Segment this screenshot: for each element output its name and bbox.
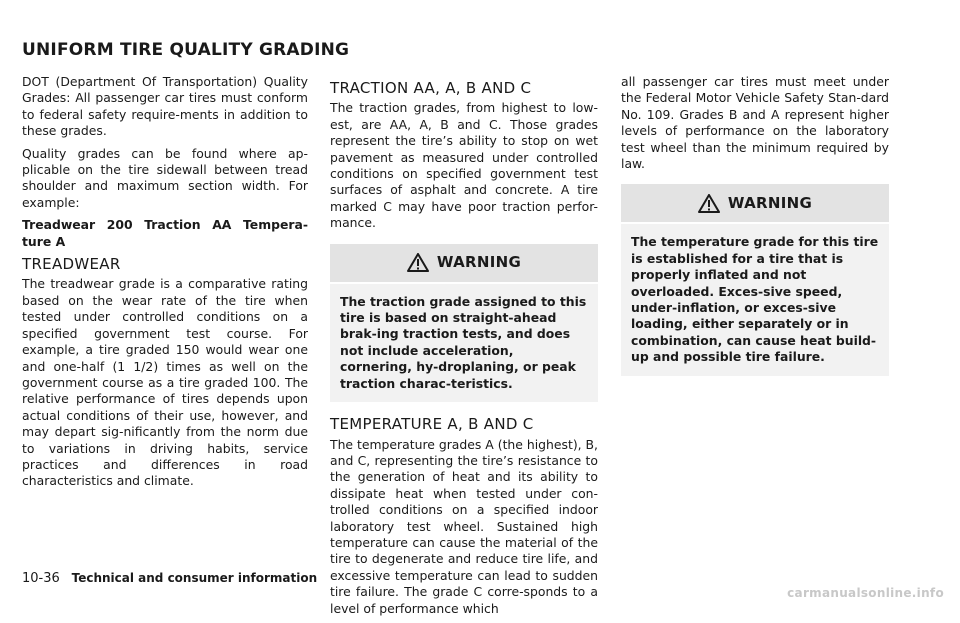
treadwear-paragraph: The treadwear grade is a comparative rating based on the wear rate of the tire when tested under controlled conditions on a specified government test course. For example, a tire graded 150 would wear one and one-half (1 1/2) times as well on the government course as a tire graded 100. The relative performance of tires depends upon actual conditions of their use, however, and may depart sig-nificantly from the norm due to variations in driving habits, service practices and differences in road characteristics and climate.	[22, 276, 308, 489]
page-number: 10-36	[22, 571, 60, 586]
temperature-warning-box	[621, 184, 889, 375]
temperature-paragraph: The temperature grades A (the highest), B, and C, representing the tire’s resistance to the generation of heat and its ability to dissipate heat when tested under con-trolled conditions on a specified indoor laboratory test wheel. Sustained high temperature can cause the material of the tire to degenerate and reduce tire life, and excessive temperature can lead to sudden tire failure. The grade C corre-sponds to a level of performance which	[330, 436, 598, 616]
temperature-continued-paragraph: all passenger car tires must meet under the Federal Motor Vehicle Safety Stan-dard No. 109. Grades B and A represent higher levels of performance on the laboratory test wheel than the minimum required by law.	[621, 74, 889, 172]
warning-triangle-icon	[698, 194, 720, 213]
column-1	[22, 74, 308, 496]
watermark: carmanualsonline.info	[787, 586, 944, 600]
warning-header	[330, 244, 598, 282]
warning-title: WARNING	[436, 253, 522, 272]
column-3	[621, 74, 889, 390]
temperature-heading: TEMPERATURE A, B AND C	[330, 415, 534, 434]
traction-heading: TRACTION AA, A, B AND C	[330, 79, 532, 97]
section-name: Technical and consumer information	[71, 571, 318, 585]
warning-text: The traction grade assigned to this tire is based on straight-ahead brak-ing traction tests, and does not include acceleration, cornering, hy-droplaning, or peak traction charac-teristics.	[330, 282, 598, 402]
page-title: UNIFORM TIRE QUALITY GRADING	[22, 40, 350, 60]
page-footer	[22, 571, 317, 586]
warning-text: The temperature grade for this tire is established for a tire that is properly inflated and not overloaded. Exces-sive speed, under-inflation, or exces-sive loading, either separately or in combination, can cause heat build-up and possible tire failure.	[621, 222, 889, 375]
location-paragraph: Quality grades can be found where ap-plicable on the tire sidewall between tread shoulder and maximum section width. For example:	[22, 145, 308, 210]
treadwear-heading: TREADWEAR	[22, 255, 121, 274]
column-2	[330, 74, 598, 623]
warning-header	[621, 184, 889, 222]
warning-triangle-icon	[407, 253, 429, 272]
example-grade: Treadwear 200 Traction AA Tempera-ture A	[22, 217, 308, 249]
intro-paragraph: DOT (Department Of Transportation) Quality Grades: All passenger car tires must conform to federal safety require-ments in addition to these grades.	[22, 74, 308, 139]
traction-warning-box	[330, 244, 598, 402]
traction-paragraph: The traction grades, from highest to low-est, are AA, A, B and C. Those grades represent the tire’s ability to stop on wet pavement as measured under controlled conditions on specified government test surfaces of asphalt and concrete. A tire marked C may have poor traction perfor-mance.	[330, 100, 598, 231]
warning-title: WARNING	[727, 194, 813, 213]
